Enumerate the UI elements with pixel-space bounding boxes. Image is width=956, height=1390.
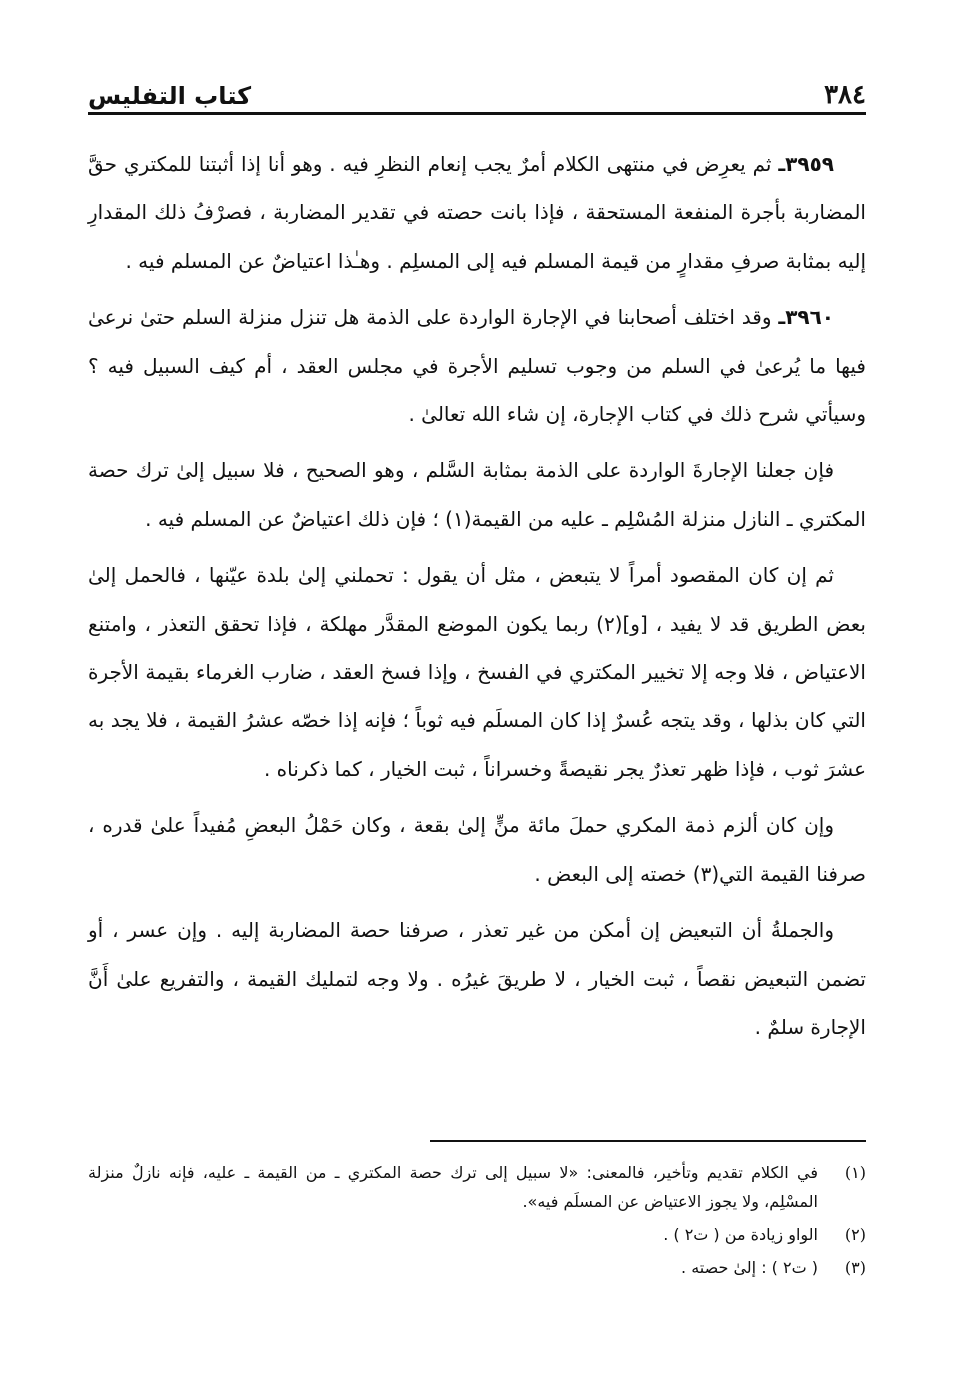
paragraph-3959 [88,140,866,285]
paragraph-text: وقد اختلف أصحابنا في الإجارة الواردة على الذمة هل تنزل منزلة السلم حتىٰ نرعىٰ فيها ما يُرعىٰ في السلم من وجوب تسليم الأجرة في مجلس العقد ، أم كيف السبيل فيه ؟ وسيأتي شرح ذلك في كتاب الإجارة، إن شاء الله تعالىٰ . [88,305,866,427]
footnote [88,1253,866,1282]
paragraph [88,551,866,793]
footnote-separator [430,1140,866,1142]
footnote-mark: (٢) [844,1225,866,1244]
paragraph-text: وإن كان ألزم ذمة المكري حملَ مائة منٍّ إلىٰ بقعة ، وكان حَمْلُ البعضِ مُفيداً علىٰ قدره ، صرفنا القيمة التي(٣) خصته إلى البعض . [88,813,866,886]
paragraph-number: ٣٩٥٩ـ [778,152,834,176]
paragraph-text: والجملةُ أن التبعيض إن أمكن من غير تعذر ، صرفنا حصة المضاربة إليه . وإن عسر ، أو تضمن التبعيض نقصاً ، ثبت الخيار ، لا طريقَ غيرُه . ولا وجه لتمليك القيمة ، والتفريع علىٰ أَنَّ الإجارة سلمٌ . [88,918,866,1039]
paragraph [88,446,866,543]
paragraph-text: ثم يعرِض في منتهى الكلام أمرٌ يجب إنعام النظرِ فيه . وهو أنا إذا أثبتنا للمكتري حقَّ المضاربة بأجرة المنفعة المستحقة ، فإذا بانت حصته في تقدير المضاربة ، فصرْفُ ذلك المقدارِ إليه بمثابة صرفِ مقدارٍ من قيمة المسلم فيه إلى المسلِم . وهـٰذا اعتياضٌ عن المسلم فيه . [88,152,866,273]
paragraph-number: ٣٩٦٠ـ [778,305,835,330]
main-text [88,140,866,1059]
paragraph [88,801,866,898]
paragraph-text: ثم إن كان المقصود أمراً لا يتبعض ، مثل أن يقول : تحملني إلىٰ بلدة عيّنها ، فالحمل إلىٰ بعض الطريق قد لا يفيد ، [و](٢) ربما يكون الموضع المقدَّر مهلكة ، فإذا تحقق التعذر ، وامتنع الاعتياض ، فلا وجه إلا تخيير المكتري في الفسخ ، وإذا فسخ العقد ، ضارب الغرماء بقيمة الأجرة التي كان بذلها ، وقد يتجه عُسرٌ إذا كان المسلَم فيه ثوباً ؛ فإنه إذا خصّه عشرُ القيمة ، فلا يجد به عشرَ ثوب ، فإذا ظهر تعذرٌ يجر نقيصةً وخسراناً ، ثبت الخيار ، كما ذكرناه . [88,563,866,781]
running-header [88,72,866,115]
footnote [88,1220,866,1249]
footnote-mark: (١) [844,1163,866,1182]
paragraph [88,906,866,1051]
book-title: كتاب التفليس [88,82,257,112]
footnote-mark: (٣) [844,1258,866,1277]
paragraph-3960 [88,293,866,438]
footnotes [88,1158,866,1286]
footnote-text: في الكلام تقديم وتأخير، فالمعنى: «لا سبيل إلى ترك حصة المكتري ـ من القيمة ـ عليه، فإنه نازلٌ منزلة المسْلِم، ولا يجوز الاعتياض عن المسلَم فيه». [88,1163,818,1211]
footnote-text: الواو زيادة من ( ت٢ ) . [663,1225,818,1244]
paragraph-text: فإن جعلنا الإجارةَ الواردة على الذمة بمثابة السَّلم ، وهو الصحيح ، فلا سبيل إلىٰ ترك حصة المكتري ـ النازل منزلة المُسْلِم ـ عليه من القيمة(١) ؛ فإن ذلك اعتياضٌ عن المسلم فيه . [88,458,866,531]
page-number: ٣٨٤ [818,80,866,112]
footnote-text: ( ت٢ ) : إلىٰ حصته . [681,1258,818,1277]
footnote [88,1158,866,1216]
